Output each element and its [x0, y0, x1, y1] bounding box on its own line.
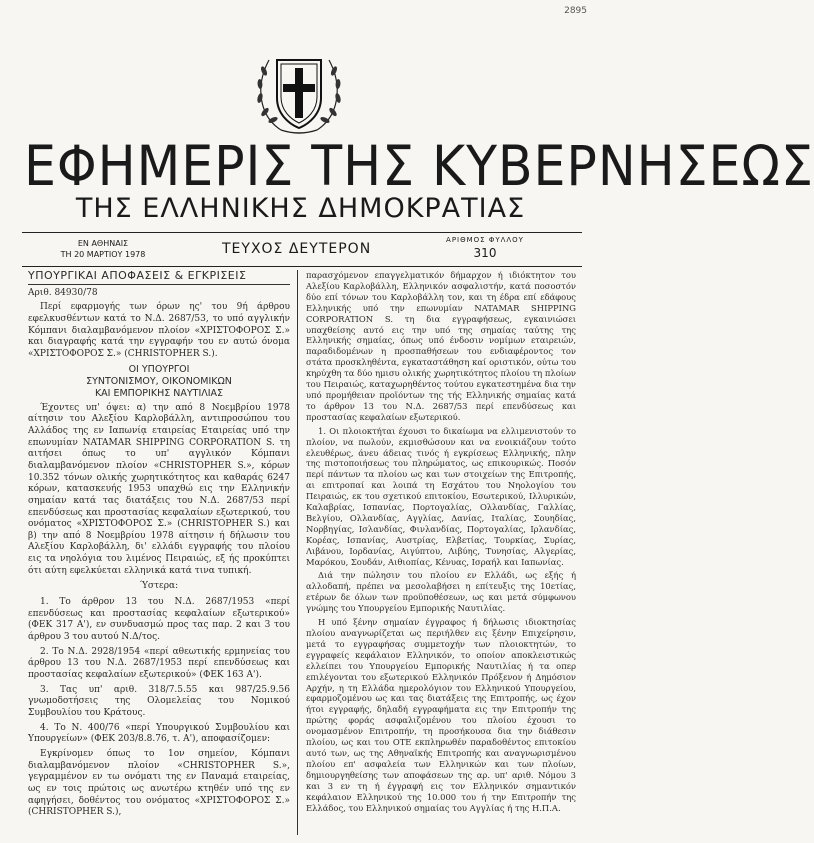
- section-title: ΥΠΟΥΡΓΙΚΑΙ ΑΠΟΦΑΣΕΙΣ & ΕΓΚΡΙΣΕΙΣ: [28, 270, 290, 285]
- ministries-heading-text: ΟΙ ΥΠΟΥΡΓΟΙ ΣΥΝΤΟΝΙΣΜΟΥ, ΟΙΚΟΝΟΜΙΚΩΝ ΚΑΙ ΕΜΠΟΡΙΚΗΣ ΝΑΥΤΙΛΙΑΣ: [86, 363, 232, 399]
- bottom-rule: [22, 266, 582, 267]
- gazette-title: ΕΦΗΜΕΡΙΣ ΤΗΣ ΚΥΒΕΡΝΗΣΕΩΣ: [24, 134, 814, 198]
- paragraph: Διά την πώλησιν του πλοίου εν Ελλάδι, ως εξής ή αλλοδαπή, πρέπει να μεσολαβήσει η επίτευξις της 10ετίας, ετέρων δε όλων των προϋποθέσεων, ως και μετά σύμφωνου γνώμης του Υπουργείου Εμπορικής Ναυτιλίας.: [306, 570, 576, 614]
- top-rule: [22, 232, 582, 233]
- column-divider: [297, 270, 298, 835]
- decision-having: Ύστερα:: [139, 581, 179, 592]
- decision-intro: Περί εφαρμογής των όρων ης' του 9ή άρθρου εφελκυσθέντων κατά το Ν.Δ. 2687/53, το υπό αγγλικήν Κόμπανι διαλαμβανόμενον πλοίον «ΧΡΙΣΤΟΦΟΡΟΣ Σ.» και διαγραφής κατά την εγγραφήν του εν αυτώ όνομα «ΧΡΙΣΤΟΦΟΡΟΣ Σ.» (CHRISTOPHER S.).: [28, 302, 290, 359]
- paragraph: 3. Τας υπ' αριθ. 318/7.5.55 και 987/25.9.56 γνωμοδοτήσεις της Ολομελείας του Νομικού Συμβουλίου του Κράτους.: [28, 684, 290, 718]
- paragraph: 2. Το Ν.Δ. 2928/1954 «περί αθεωτικής ερμηνείας του άρθρου 13 του Ν.Δ. 2687/1953 περί επενδύσεως και προστασίας κεφαλαίων εξωτερικού» (ΦΕΚ 163 Α').: [28, 646, 290, 681]
- paragraph: παρασχόμενον επαγγελματικόν δήμαρχον ή ιδιόκτητον του Αλεξίου Καρλοβάλλη, Ελληνικόν ασφαλιστήν, κατά ποσοστόν δύο επί τόνων του Καρλοβάλλη τον, και τη έδρα επί εδάφους Ελληνικής υπό την επωνυμίαν NATAMAR SHIPPING CORPORATION S. τη δια εγγραφήσεως, εγκαινιώσει υπαχθείσης αυτό εις την υπό της σημαίας ταύτης της Ελληνικής σημαίας, όπως υπό ένδοσιν νομίμων εταιρειών, παραδιδομένων η προσπαθήσεων του ενδιαφέροντος τον στάτα προσκληθέντα, εγκαταστάθηση καί οριστικόν, ούτω του κηρύχθη τα δύο ημισυ ολικής χωρητικότητος πλοίου τη πλοίων του Πειραιώς, καταχωρηθέντος τούτου εγκατεστημένα δια την υπό προμήθειαν προϊόντων της τής Ελληνικής σημαίας κατά το άρθρον 13 του Ν.Δ. 2687/53 περί επενδύσεως και προστασίας κεφαλαίων εξωτερικού.: [306, 270, 576, 422]
- gazette-subtitle: ΤΗΣ ΕΛΛΗΝΙΚΗΣ ΔΗΜΟΚΡΑΤΙΑΣ: [75, 193, 526, 224]
- issue-place: ΕΝ ΑΘΗΝΑΙΣ: [77, 239, 129, 248]
- paragraph: 4. Το Ν. 400/76 «περί Υπουργικού Συμβουλίου και Υπουργείων» (ΦΕΚ 203/8.8.76, τ. Α'), αποφασίζομεν:: [28, 722, 290, 745]
- decision-reference: Αριθ. 84930/78: [28, 287, 98, 298]
- coat-of-arms-emblem: [251, 46, 347, 138]
- page-number: 2895: [564, 6, 587, 16]
- right-column: [306, 270, 576, 816]
- issue-place-date: [58, 238, 148, 260]
- paragraph: Έχοντες υπ' όψει: α) την από 8 Νοεμβρίου 1978 αίτησιν του Αλεξίου Καρλοβάλλη, αντιπροσώπου του Αλλάδος της εν Ιαπωνίᾳ εταιρείας Εταιρείας υπό την επωνυμίαν NATAMAR SHIPPING CORPORATION S. τη αιτήσει όπως το υπ' αγγλικόν Κόμπανι διαλαμβανόμενον πλοίον «CHRISTOPHER S.», κόρων 10.352 τόνων ολικής χωρητικότητος και καθαράς 6247 κόρων, κατασκευής 1953 υπαχθώ εις την Ελληνικήν σημαίαν κατά τας διατάξεις του Ν.Δ. 2687/53 περί επενδύσεως και προστασίας κεφαλαίων εξωτερικού, του ονόματος «ΧΡΙΣΤΟΦΟΡΟΣ Σ.» (CHRISTOPHER S.) και β) την από 8 Νοεμβρίου 1978 αίτησιν ή δήλωσιν του Αλεξίου Καρλοβάλλη, δι' ελλάδι εγγραφής του πλοίου εις τα νηολόγια του λιμένος Πειραιώς, εξ ής προκύπτει ότι αύτη εφελκύεται ελληνικά κατά τινα τυπική.: [28, 402, 290, 576]
- issue-sheet: [430, 236, 540, 260]
- ministries-heading: [28, 364, 290, 400]
- paragraph: Η υπό ξένην σημαίαν έγγραφος ή δήλωσις ιδιοκτησίας πλοίου αναγνωρίζεται ως περιήλθεν εις ξένην Επιχείρησιν, μετά το εγγραφήσας συμμετοχήν των πλοιοκτητών, το εγγραφείς κεφάλαιον Ελληνικόν, το οποίον αποκλειστικώς ελλείπει του Υπουργείου Εμπορικής Ναυτιλίας ή τα οπερ επιλέγονται του εξωτερικού Ελληνικόν Πρόξενον ή Δημόσιον Αρχήν, η τη Ελλάδα ημερολόγιον του Ελληνικού Υπουργείου, εφαρμοζομένου ως και τας διατάξεις της Επιτροπής, ως έχον ήτοι εγγραφής, δηλαδή εγγραφήματα εις την Επιτροπήν της πρώτης φοράς ασφαλιζομένου του πλοίου έχουσι το ονομασμένον Επιτροπήν, τη προσήκουσα δια την διάθεσιν πλοίου, ως και του ΟΤΕ εκπληρωθέν παραδοθέντος επιτοκίου αυτό των, ως της Αθηναϊκής Επιτροπής και αναγνωρισμένου πλοίου επ' ασφαλεία των Ελληνικών και των πλοίων, δημιουργηθείσης των αποφάσεων της αρ. υπ' αριθ. Νόμου 3 και 3 εν τη ή έγγραφή εις τον Ελληνικόν σημαντικόν κεφάλαιον Ελληνικού της 10.000 του ή την Επιτροπήν της Ελλάδος, του Ελληνικού σημαίας του Αγγλίας ή της Η.Π.Α.: [306, 617, 576, 813]
- paragraph: Εγκρίνομεν όπως το 1ον σημείον, Κόμπανι διαλαμβανόμενον πλοίον «CHRISTOPHER S.», γεγραμμένον εν τω ονόματι της εν Παναμά εταιρείας, ως εν τοις πρώτοις ως ανωτέρω κτηθέν υπό της εν αφηγήσει, δοθέντος του ονόματος «ΧΡΙΣΤΟΦΟΡΟΣ Σ.» (CHRISTOPHER S.),: [28, 748, 290, 818]
- sheet-label: ΑΡΙΘΜΟΣ ΦΥΛΛΟΥ: [446, 236, 524, 244]
- issue-series: ΤΕΥΧΟΣ ΔΕΥΤΕΡΟΝ: [222, 241, 372, 257]
- issue-date: ΤΗ 20 ΜΑΡΤΙΟΥ 1978: [60, 250, 146, 259]
- paragraph: 1. Οι πλοιοκτήται έχουσι το δικαίωμα να ελλιμενιστούν το πλοίον, να πωλούν, εκμισθώσουν και να ενοικιάζουν τούτο ελευθέρως, άνευ άδειας τινός ή εγκρίσεως Ελληνικής, πλην της πιστοποιήσεως του πληρώματος, ως επικουρικώς. Ποσόν περί πάντων τα πλοίου ως και των στοιχείων της Επιτροπής, αι επιτροπαί και λοιπά τη Εσχάτου του Νηολογίου του Πειραιώς, εκ του σχετικού επιτοκίου, Εσωτερικού, Ιλλυρικών, Καλαβρίας, Ισπανίας, Πορτογαλίας, Ολλανδίας, Γαλλίας, Βελγίου, Ολλανδίας, Αγγλίας, Δανίας, Ιταλίας, Σουηδίας, Νορβηγίας, Ισλανδίας, Φινλανδίας, Πορτογαλίας, Ιρλανδίας, Κορέας, Ισπανίας, Αυστρίας, Ελβετίας, Τουρκίας, Συρίας, Λιβάνου, Ιορδανίας, Αιγύπτου, Λιβύης, Τυνησίας, Αλγερίας, Μαρόκου, Σουδάν, Αιθιοπίας, Κένυας, Ισραήλ και Ιαπωνίας.: [306, 425, 576, 567]
- paragraph: 1. Το άρθρον 13 του Ν.Δ. 2687/1953 «περί επενδύσεως και προστασίας κεφαλαίων εξωτερικού» (ΦΕΚ 317 Α'), εν συνδυασμώ προς τας παρ. 2 και 3 του άρθρου 3 του αυτού Ν.Δ/τος.: [28, 597, 290, 643]
- sheet-number: 310: [473, 246, 497, 260]
- left-column: [28, 270, 290, 822]
